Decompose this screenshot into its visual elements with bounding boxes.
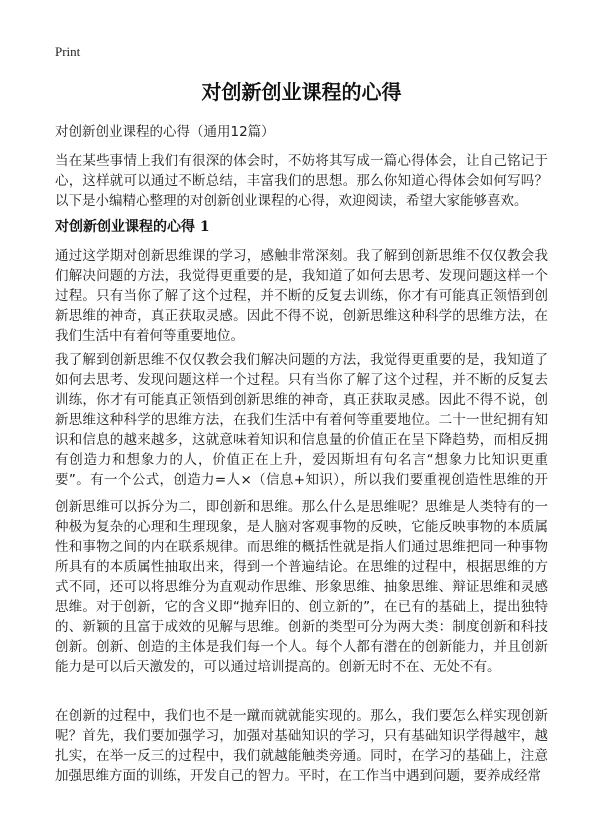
body-paragraph-2: 我了解到创新思维不仅仅教会我们解决问题的方法，我觉得更重要的是，我知道了如何去思考、发现问题这样一个过程。只有当你了解了这个过程，并不断的反复去训练，你才有可能真正领悟到创新思维的神奇，真正获取灵感。因此不得不说，创新思维这种科学的思维方法，在我们生活中有着何等重要地位。二十一世纪拥有知识和信息的越来越多，这就意味着知识和信息量的价值正在呈下降趋势，而相反拥有创造力和想象力的人，价值正在上升，爱因斯坦有句名言“想象力比知识更重要”。有一个公式，创造力=人×（信息+知识），所以我们要重视创造性思维的开 bbox=[55, 352, 548, 488]
document-title: 对创新创业课程的心得 bbox=[201, 80, 402, 104]
body-paragraph-1: 通过这学期对创新思维课的学习，感触非常深刻。我了解到创新思维不仅仅教会我们解决问题的方法，我觉得更重要的是，我知道了如何去思考、发现问题这样一个过程。只有当你了解了这个过程，并不断的反复去训练，你才有可能真正领悟到创新思维的神奇，真正获取灵感。因此不得不说，创新思维这种科学的思维方法，在我们生活中有着何等重要地位。 bbox=[55, 248, 548, 344]
intro-paragraph: 当在某些事情上我们有很深的体会时，不妨将其写成一篇心得体会，让自己铭记于心，这样就可以通过不断总结，丰富我们的思想。那么你知道心得体会如何写吗？以下是小编精心整理的对创新创业课程的心得，欢迎阅读，希望大家能够喜欢。 bbox=[55, 153, 548, 209]
print-label[interactable]: Print bbox=[55, 44, 81, 59]
body-paragraph-4: 在创新的过程中，我们也不是一蹴而就就能实现的。那么，我们要怎么样实现创新呢？首先，我们要加强学习，加强对基础知识的学习，只有基础知识学得越牢，越扎实，在举一反三的过程中，我们就越能触类旁通。同时，在学习的基础上，注意加强思维方面的训练，开发自己的智力。平时，在工作当中遇到问题，要养成经常 bbox=[55, 708, 548, 784]
section-heading: 对创新创业课程的心得 1 bbox=[55, 219, 210, 235]
body-paragraph-3: 创新思维可以拆分为二，即创新和思维。那么什么是思维呢？思维是人类特有的一种极为复杂的心理和生理现象，是人脑对客观事物的反映，它能反映事物的本质属性和事物之间的内在联系规律。而思维的概括性就是指人们通过思维把同一种事物所具有的本质属性抽取出来，得到一个普遍结论。在思维的过程中，根据思维的方式不同，还可以将思维分为直观动作思维、形象思维、抽象思维、辩证思维和灵感思维。对于创新，它的含义即“抛弃旧的、创立新的”，在已有的基础上，提出独特的、新颖的且富于成效的见解与思维。创新的类型可分为两大类：制度创新和科技创新。创新、创造的主体是我们每一个人。每个人都有潜在的创新能力，并且创新能力是可以后天激发的，可以通过培训提高的。创新无时不在、无处不有。 bbox=[55, 499, 548, 675]
document-subtitle: 对创新创业课程的心得（通用12篇） bbox=[55, 124, 275, 140]
